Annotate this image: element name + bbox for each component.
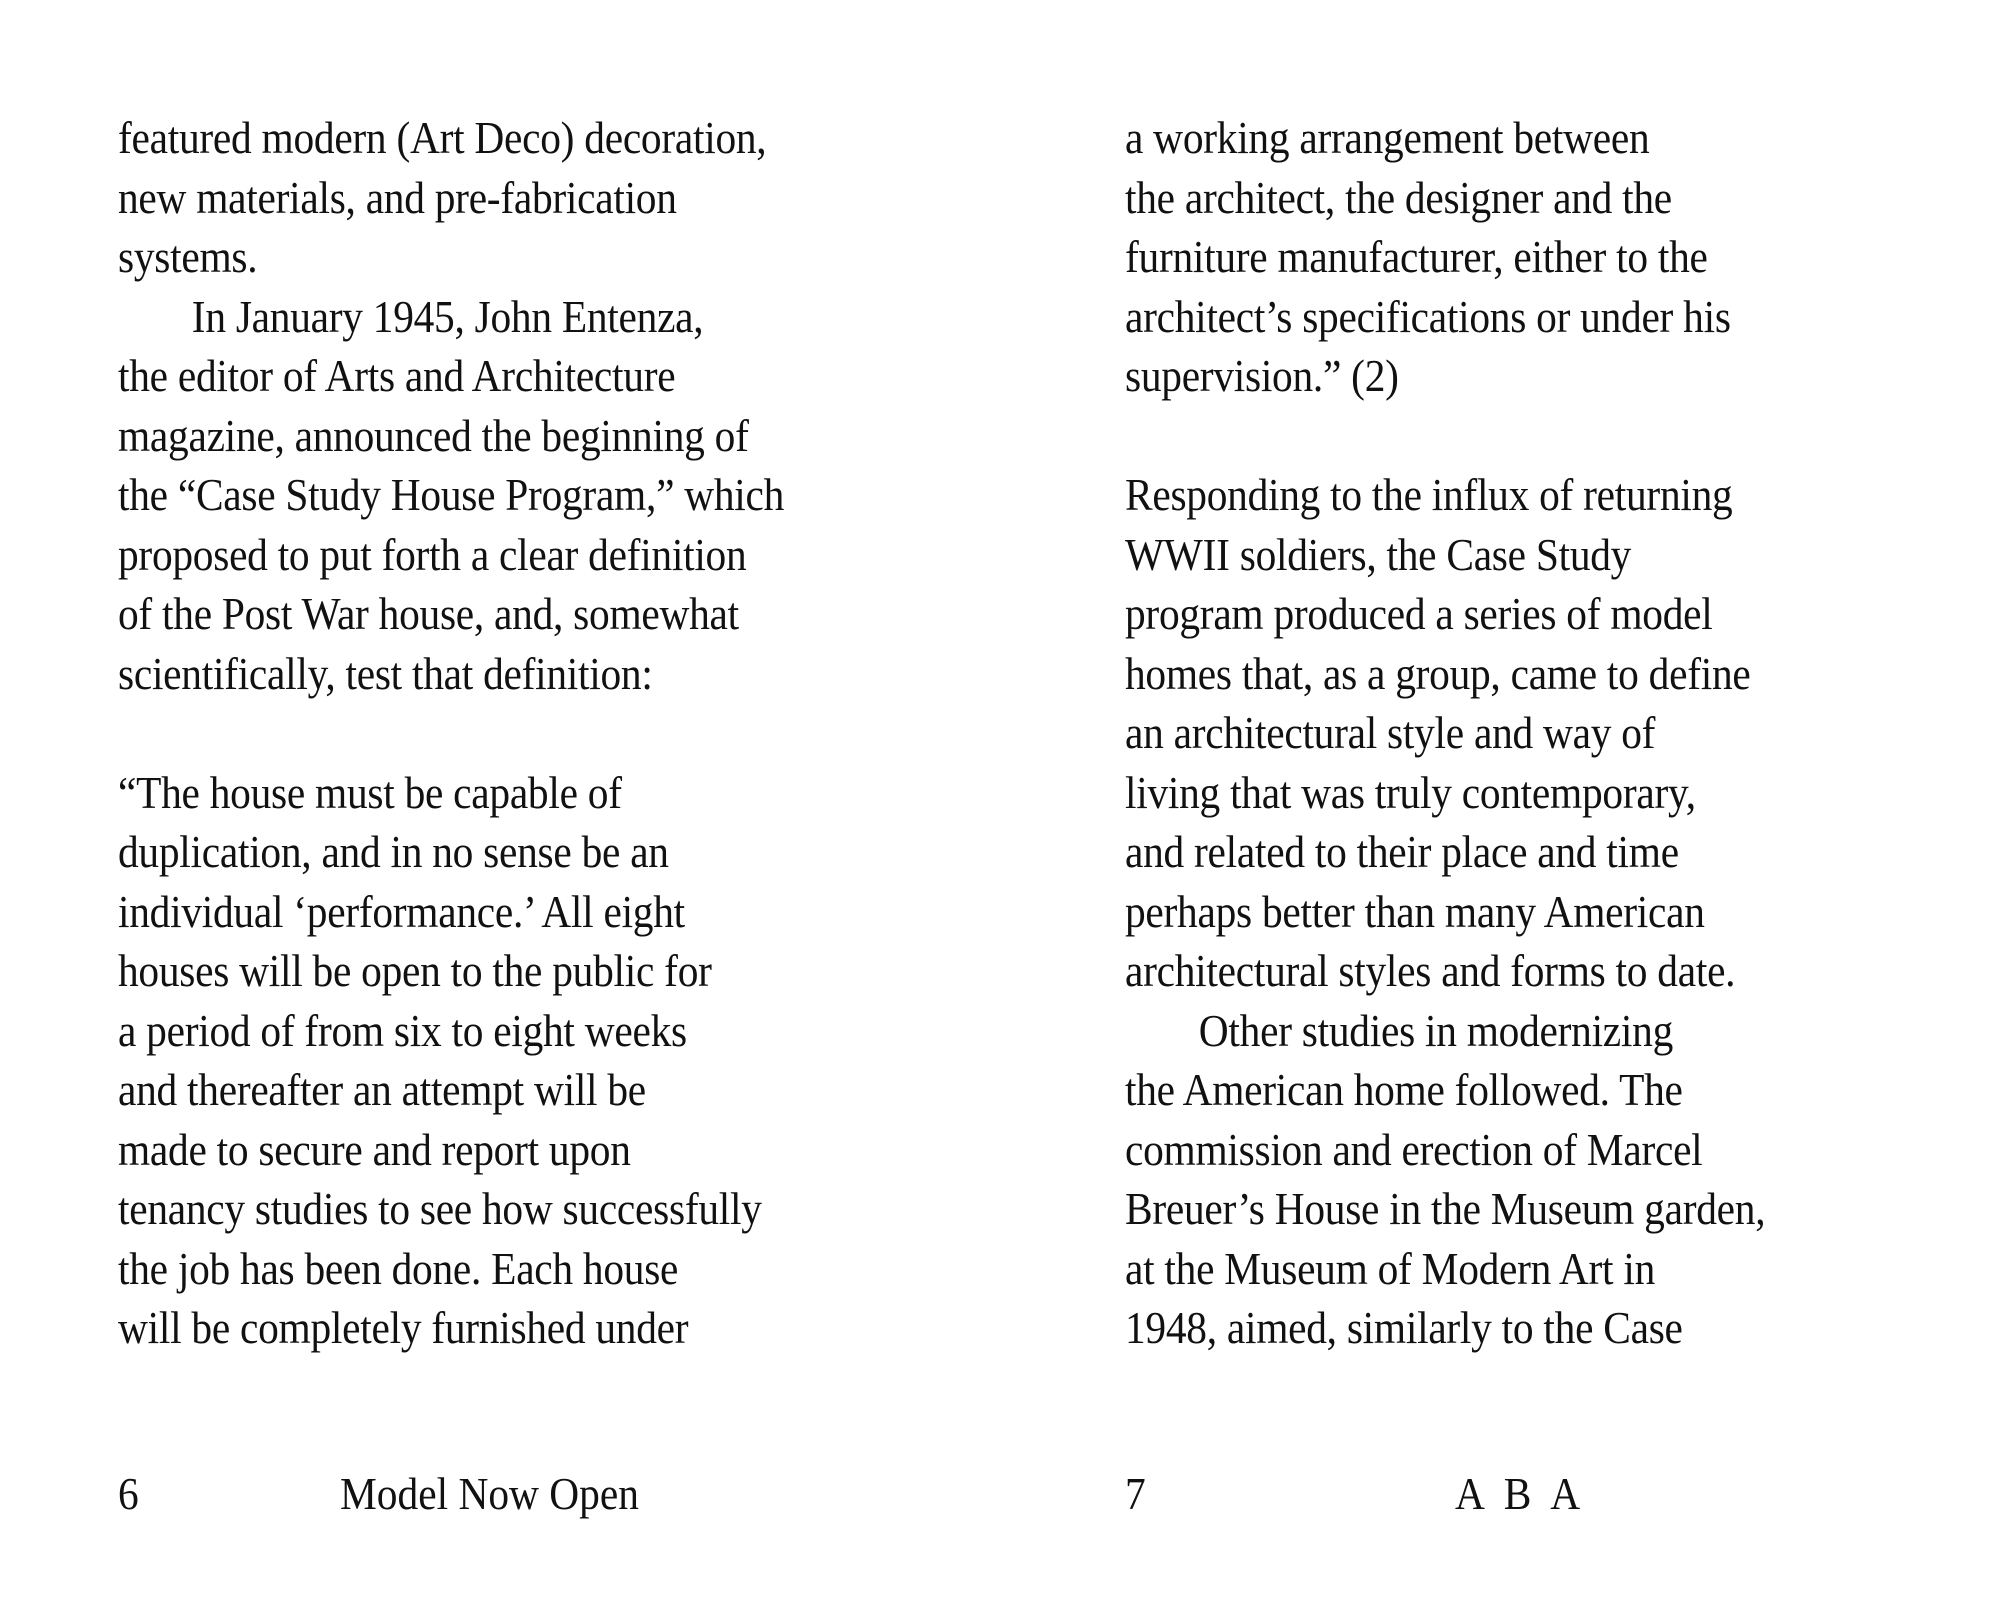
text-line: Responding to the influx of returning: [1125, 469, 1733, 520]
page-number: 7: [1125, 1468, 1146, 1519]
text-line: houses will be open to the public for: [118, 945, 712, 996]
text-line: In January 1945, John Entenza,: [191, 290, 704, 342]
text-line: supervision.” (2): [1125, 350, 1399, 401]
page-number: 6: [118, 1468, 139, 1519]
block-quote-continued: [1125, 108, 1845, 406]
text-line: the architect, the designer and the: [1125, 171, 1672, 223]
text-line: program produced a series of model: [1125, 588, 1713, 639]
text-line: the editor of Arts and Architecture: [118, 350, 676, 401]
text-line: a working arrangement between: [1125, 112, 1650, 163]
text-line: Other studies in modernizing: [1198, 1004, 1674, 1056]
text-line: perhaps better than many American: [1125, 885, 1705, 937]
text-line: the American home followed. The: [1125, 1064, 1683, 1115]
text-line: made to secure and report upon: [118, 1123, 631, 1175]
paragraph: [1125, 465, 1845, 1001]
text-line: the “Case Study House Program,” which: [118, 469, 785, 520]
text-line: living that was truly contemporary,: [1125, 766, 1696, 818]
paragraph: [118, 287, 838, 704]
text-line: proposed to put forth a clear definition: [118, 528, 747, 580]
text-line: a period of from six to eight weeks: [118, 1004, 687, 1056]
text-line: featured modern (Art Deco) decoration,: [118, 112, 767, 163]
running-title: Model Now Open: [340, 1468, 639, 1519]
paragraph-gap: [118, 703, 838, 763]
text-line: architect’s specifications or under his: [1125, 290, 1731, 342]
text-line: new materials, and pre-fabrication: [118, 171, 677, 223]
text-line: WWII soldiers, the Case Study: [1125, 528, 1632, 580]
text-line: at the Museum of Modern Art in: [1125, 1242, 1656, 1294]
text-line: homes that, as a group, came to define: [1125, 647, 1751, 699]
text-line: tenancy studies to see how successfully: [118, 1183, 762, 1234]
right-page-body: [1125, 108, 1845, 1358]
text-line: 1948, aimed, similarly to the Case: [1125, 1302, 1683, 1353]
running-title: A B A: [1455, 1468, 1586, 1519]
text-line: Breuer’s House in the Museum garden,: [1125, 1183, 1766, 1234]
text-line: and related to their place and time: [1125, 826, 1679, 877]
text-line: commission and erection of Marcel: [1125, 1123, 1703, 1175]
text-line: an architectural style and way of: [1125, 707, 1656, 758]
text-line: duplication, and in no sense be an: [118, 826, 669, 877]
text-line: scientifically, test that definition:: [118, 647, 653, 699]
text-line: systems.: [118, 231, 258, 282]
paragraph: [118, 108, 838, 287]
text-line: “The house must be capable of: [118, 766, 622, 818]
block-quote: [118, 763, 838, 1358]
text-line: furniture manufacturer, either to the: [1125, 231, 1708, 282]
left-page-body: [118, 108, 838, 1358]
paragraph-gap: [1125, 406, 1845, 466]
text-line: of the Post War house, and, somewhat: [118, 588, 739, 639]
text-line: magazine, announced the beginning of: [118, 409, 749, 461]
text-line: will be completely furnished under: [118, 1302, 689, 1353]
text-line: architectural styles and forms to date.: [1125, 945, 1736, 996]
text-line: the job has been done. Each house: [118, 1242, 679, 1294]
paragraph: [1125, 1001, 1845, 1358]
text-line: and thereafter an attempt will be: [118, 1064, 646, 1115]
right-page: [1000, 0, 2000, 1619]
text-line: individual ‘performance.’ All eight: [118, 885, 685, 937]
